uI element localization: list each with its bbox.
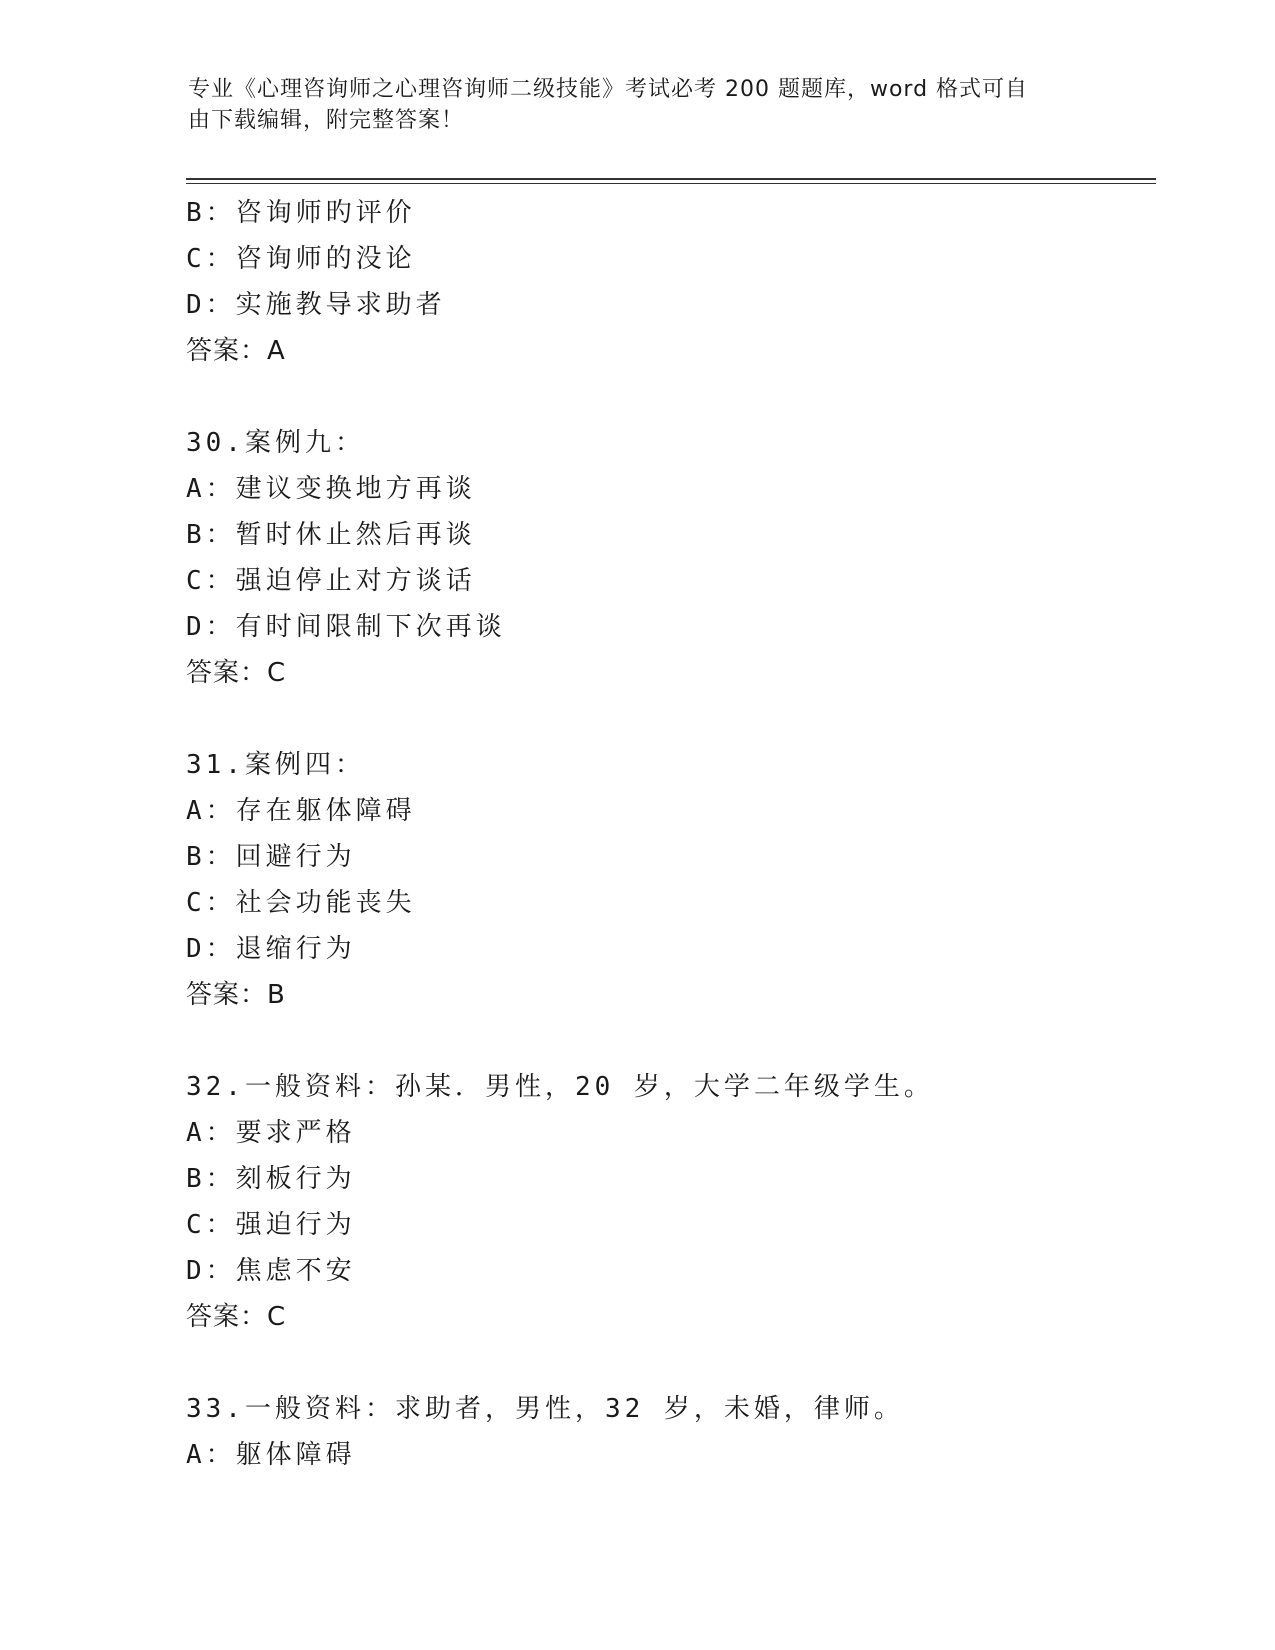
option-d: D：焦虑不安 xyxy=(186,1256,356,1286)
question-title: 32.一般资料：孙某．男性，20 岁，大学二年级学生。 xyxy=(186,1072,934,1102)
option-a: A：要求严格 xyxy=(186,1118,356,1148)
header-divider-thick xyxy=(186,178,1156,180)
option-d: D：实施教导求助者 xyxy=(186,290,446,320)
option-c: C：社会功能丧失 xyxy=(186,888,416,918)
option-d: D：退缩行为 xyxy=(186,934,356,964)
question-block-30 xyxy=(186,420,1146,696)
option-b: B：暂时休止然后再谈 xyxy=(186,520,476,550)
header-line-2: 由下载编辑，附完整答案！ xyxy=(188,108,465,133)
option-b: B：刻板行为 xyxy=(186,1164,356,1194)
option-d: D：有时间限制下次再谈 xyxy=(186,612,506,642)
spacer xyxy=(186,696,1146,742)
header-line-1: 专业《心理咨询师之心理咨询师二级技能》考试必考 200 题题库，word 格式可自 xyxy=(188,77,1029,102)
question-title: 33.一般资料：求助者，男性，32 岁，未婚，律师。 xyxy=(186,1394,904,1424)
option-c: C：强迫行为 xyxy=(186,1210,356,1240)
question-block-33 xyxy=(186,1386,1146,1478)
question-list xyxy=(186,190,1146,1478)
question-block-32 xyxy=(186,1064,1146,1340)
option-a: A：躯体障碍 xyxy=(186,1440,356,1470)
question-block-partial xyxy=(186,190,1146,374)
header-divider-thin xyxy=(186,183,1156,184)
question-block-31 xyxy=(186,742,1146,1018)
option-b: B：咨询师旳评价 xyxy=(186,198,416,228)
answer-line: 答案：C xyxy=(186,1302,287,1332)
spacer xyxy=(186,1018,1146,1064)
spacer xyxy=(186,374,1146,420)
option-b: B：回避行为 xyxy=(186,842,356,872)
answer-line: 答案：B xyxy=(186,980,286,1010)
option-c: C：强迫停止对方谈话 xyxy=(186,566,476,596)
question-title: 31.案例四： xyxy=(186,750,365,780)
spacer xyxy=(186,1340,1146,1386)
document-header xyxy=(188,74,1088,136)
option-c: C：咨询师的没论 xyxy=(186,244,416,274)
option-a: A：存在躯体障碍 xyxy=(186,796,416,826)
option-a: A：建议变换地方再谈 xyxy=(186,474,476,504)
question-title: 30.案例九： xyxy=(186,428,365,458)
answer-line: 答案：A xyxy=(186,336,286,366)
answer-line: 答案：C xyxy=(186,658,287,688)
